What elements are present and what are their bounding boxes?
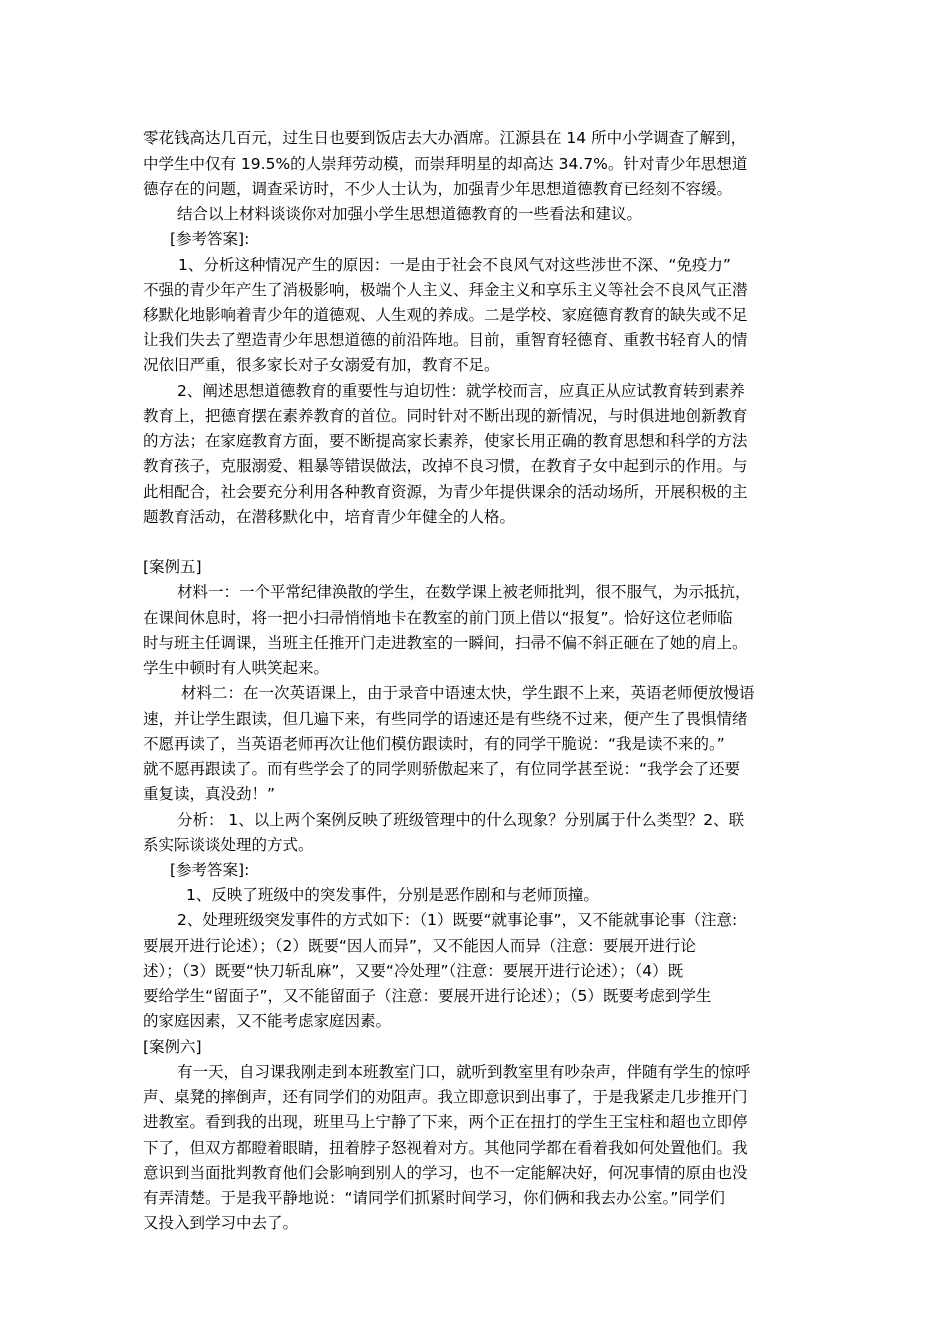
text-line: 2、阐述思想道德教育的重要性与迫切性：就学校而言，应真正从应试教育转到素养 bbox=[177, 382, 745, 400]
text-line: 材料二：在一次英语课上，由于录音中语速太快，学生跟不上来，英语老师便放慢语 bbox=[181, 684, 755, 702]
text-line: 学生中顿时有人哄笑起来。 bbox=[143, 659, 330, 677]
text-line: 述）；（3）既要“快刀斩乱麻”，又要“冷处理”（注意：要展开进行论述）；（4）既 bbox=[143, 962, 684, 980]
text-line: 1、分析这种情况产生的原因：一是由于社会不良风气对这些涉世不深、“免疫力” bbox=[178, 256, 731, 274]
text-line: 就不愿再跟读了。而有些学会了的同学则骄傲起来了，有位同学甚至说：“我学会了还要 bbox=[143, 760, 741, 778]
text-line: 系实际谈谈处理的方式。 bbox=[143, 836, 314, 854]
text-line: 德存在的问题，调查采访时，不少人士认为，加强青少年思想道德教育已经刻不容缓。 bbox=[143, 180, 733, 198]
text-line: 的家庭因素，又不能考虑家庭因素。 bbox=[143, 1012, 392, 1030]
text-line: 有一天，自习课我刚走到本班教室门口，就听到教室里有吵杂声，伴随有学生的惊呼 bbox=[177, 1063, 751, 1081]
text-line: 题教育活动，在潜移默化中，培育青少年健全的人格。 bbox=[143, 508, 516, 526]
section-heading: [案例五] bbox=[143, 558, 202, 576]
text-line: 此相配合，社会要充分利用各种教育资源，为青少年提供课余的活动场所，开展积极的主 bbox=[143, 483, 748, 501]
text-line: 材料一：一个平常纪律涣散的学生，在数学课上被老师批判，很不服气，为示抵抗， bbox=[177, 583, 751, 601]
text-line: 分析： 1、以上两个案例反映了班级管理中的什么现象？分别属于什么类型？2、联 bbox=[177, 811, 745, 829]
text-line: 的方法；在家庭教育方面，要不断提高家长素养，使家长用正确的教育思想和科学的方法 bbox=[143, 432, 748, 450]
text-line: 中学生中仅有 19.5%的人崇拜劳动模，而崇拜明星的却高达 34.7%。针对青少年思想道 bbox=[143, 155, 748, 173]
text-line: 教育孩子，克服溺爱、粗暴等错误做法，改掉不良习惯，在教育子女中起到示的作用。与 bbox=[143, 457, 748, 475]
section-heading: [案例六] bbox=[143, 1038, 202, 1056]
text-line: 零花钱高达几百元，过生日也要到饭店去大办酒席。江源县在 14 所中小学调查了解到， bbox=[143, 129, 747, 147]
text-line: 教育上，把德育摆在素养教育的首位。同时针对不断出现的新情况，与时俱进地创新教育 bbox=[143, 407, 748, 425]
text-line: 时与班主任调课，当班主任推开门走进教室的一瞬间，扫帚不偏不斜正砸在了她的肩上。 bbox=[143, 634, 748, 652]
text-line: 结合以上材料谈谈你对加强小学生思想道德教育的一些看法和建议。 bbox=[177, 205, 643, 223]
text-line: 意识到当面批判教育他们会影响到别人的学习，也不一定能解决好，何况事情的原由也没 bbox=[143, 1164, 748, 1182]
text-line: 重复读，真没劲！” bbox=[143, 785, 276, 803]
text-line: 让我们失去了塑造青少年思想道德的前沿阵地。目前，重智育轻德育、重教书轻育人的情 bbox=[143, 331, 748, 349]
text-line: 下了，但双方都瞪着眼睛，扭着脖子怒视着对方。其他同学都在看着我如何处置他们。我 bbox=[143, 1139, 748, 1157]
text-line: 要给学生“留面子”，又不能留面子（注意：要展开进行论述）；（5）既要考虑到学生 bbox=[143, 987, 712, 1005]
text-line: 在课间休息时，将一把小扫帚悄悄地卡在教室的前门顶上借以“报复”。恰好这位老师临 bbox=[143, 609, 733, 627]
section-label: [参考答案]: bbox=[170, 861, 250, 879]
text-line: 又投入到学习中去了。 bbox=[143, 1214, 299, 1232]
text-line: 况依旧严重，很多家长对子女溺爱有加，教育不足。 bbox=[143, 356, 500, 374]
text-line: 声、桌凳的摔倒声，还有同学们的劝阻声。我立即意识到出事了，于是我紧走几步推开门 bbox=[143, 1088, 748, 1106]
text-line: 1、反映了班级中的突发事件，分别是恶作剧和与老师顶撞。 bbox=[186, 886, 599, 904]
text-line: 不愿再读了，当英语老师再次让他们模仿跟读时，有的同学干脆说：“我是读不来的。” bbox=[143, 735, 725, 753]
text-line: 速，并让学生跟读，但几遍下来，有些同学的语速还是有些绕不过来，便产生了畏惧情绪 bbox=[143, 710, 748, 728]
text-line: 有弄清楚。于是我平静地说：“请同学们抓紧时间学习，你们俩和我去办公室。”同学们 bbox=[143, 1189, 725, 1207]
text-line: 要展开进行论述）；（2）既要“因人而异”，又不能因人而异（注意：要展开进行论 bbox=[143, 937, 696, 955]
text-line: 移默化地影响着青少年的道德观、人生观的养成。二是学校、家庭德育教育的缺失或不足 bbox=[143, 306, 748, 324]
text-line: 2、处理班级突发事件的方式如下：（1）既要“就事论事”，又不能就事论事（注意: bbox=[177, 911, 738, 929]
text-line: 不强的青少年产生了消极影响，极端个人主义、拜金主义和享乐主义等社会不良风气正潜 bbox=[143, 281, 748, 299]
section-label: [参考答案]: bbox=[170, 230, 250, 248]
text-line: 进教室。看到我的出现，班里马上宁静了下来，两个正在扭打的学生王宝柱和超也立即停 bbox=[143, 1113, 748, 1131]
